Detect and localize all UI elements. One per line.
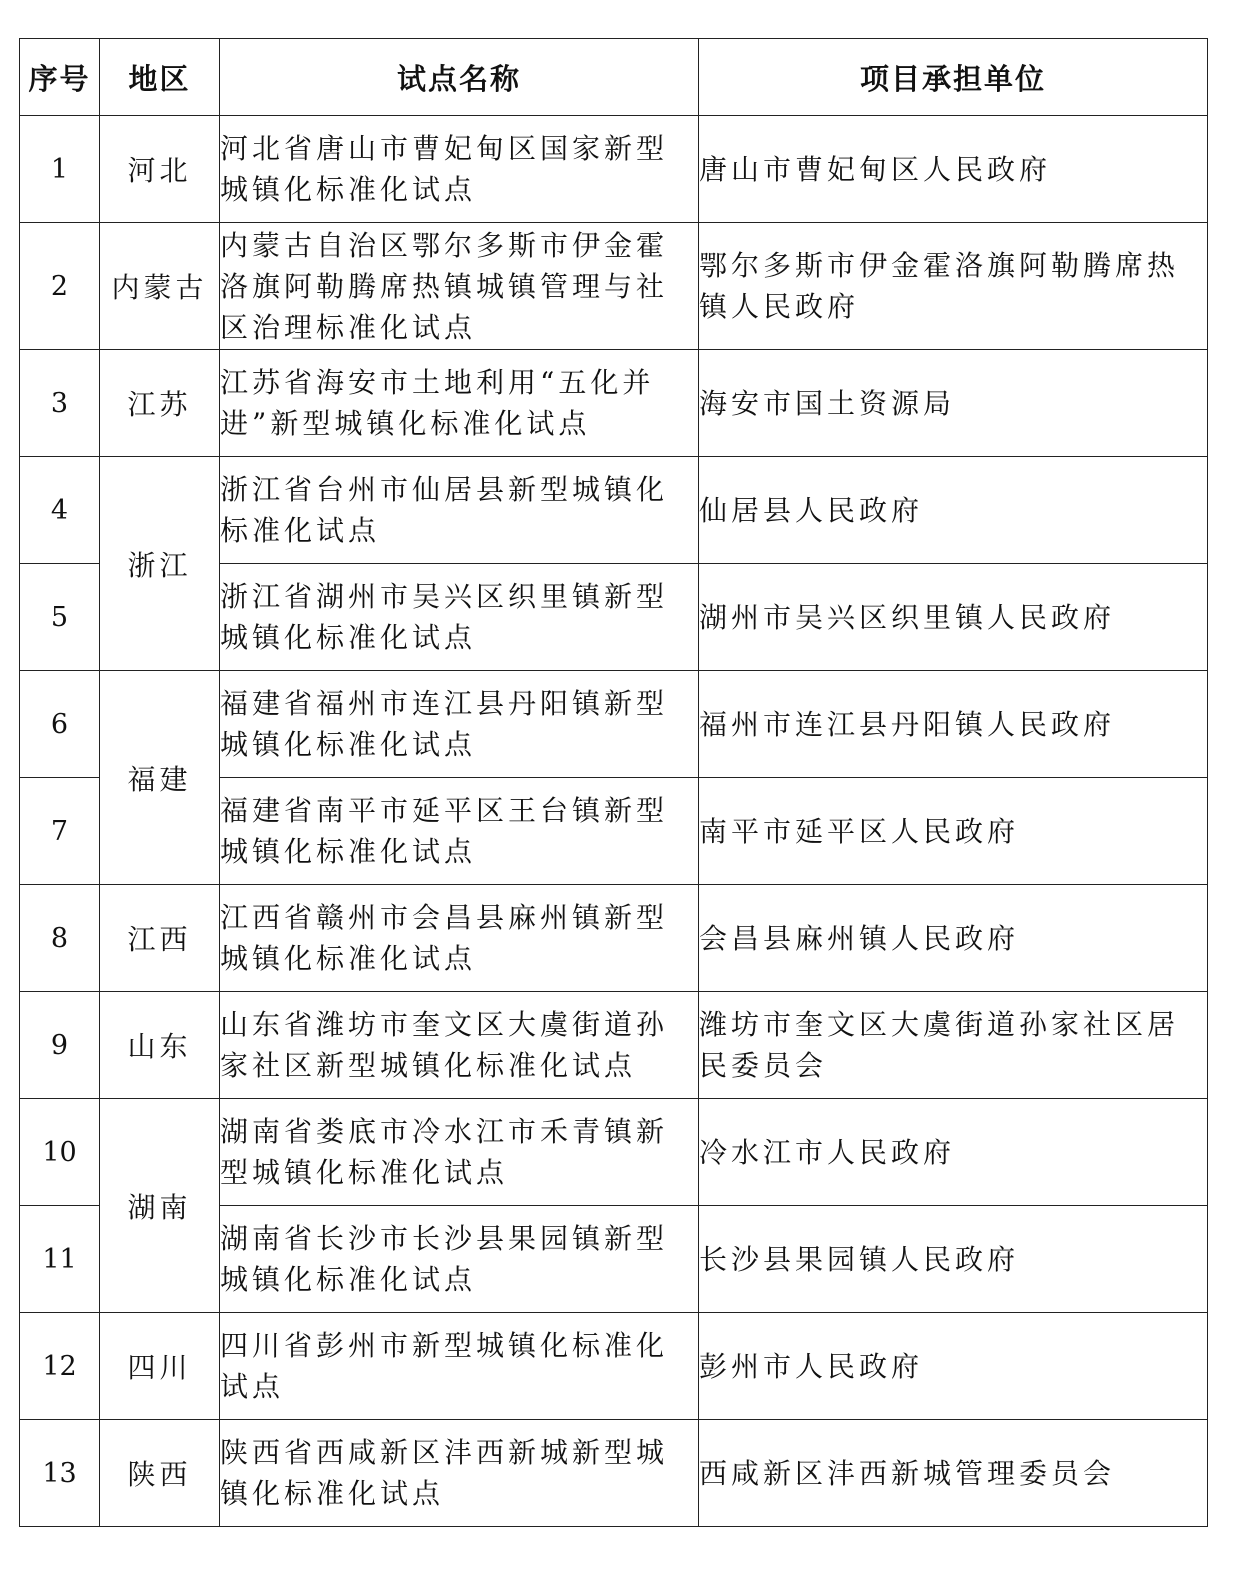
row-unit: 会昌县麻州镇人民政府 <box>699 885 1208 992</box>
table-row <box>20 116 1208 223</box>
table-header-row <box>20 39 1208 116</box>
row-pilot-name: 四川省彭州市新型城镇化标准化试点 <box>220 1313 699 1420</box>
row-region: 浙江 <box>100 457 220 671</box>
row-unit: 西咸新区沣西新城管理委员会 <box>699 1420 1208 1527</box>
row-pilot-name: 河北省唐山市曹妃甸区国家新型城镇化标准化试点 <box>220 116 699 223</box>
row-no: 7 <box>20 778 100 885</box>
row-region: 湖南 <box>100 1099 220 1313</box>
row-unit: 彭州市人民政府 <box>699 1313 1208 1420</box>
table-row <box>20 1313 1208 1420</box>
row-pilot-name: 江苏省海安市土地利用“五化并进”新型城镇化标准化试点 <box>220 350 699 457</box>
row-pilot-name: 福建省福州市连江县丹阳镇新型城镇化标准化试点 <box>220 671 699 778</box>
row-no: 5 <box>20 564 100 671</box>
row-unit: 湖州市吴兴区织里镇人民政府 <box>699 564 1208 671</box>
row-pilot-name: 福建省南平市延平区王台镇新型城镇化标准化试点 <box>220 778 699 885</box>
table-row <box>20 885 1208 992</box>
row-no: 11 <box>20 1206 100 1313</box>
row-unit: 海安市国土资源局 <box>699 350 1208 457</box>
row-no: 8 <box>20 885 100 992</box>
table-row <box>20 1099 1208 1206</box>
row-unit: 潍坊市奎文区大虞街道孙家社区居民委员会 <box>699 992 1208 1099</box>
row-unit: 福州市连江县丹阳镇人民政府 <box>699 671 1208 778</box>
table-row <box>20 992 1208 1099</box>
row-pilot-name: 浙江省湖州市吴兴区织里镇新型城镇化标准化试点 <box>220 564 699 671</box>
row-no: 2 <box>20 223 100 350</box>
row-pilot-name: 山东省潍坊市奎文区大虞街道孙家社区新型城镇化标准化试点 <box>220 992 699 1099</box>
table-row <box>20 671 1208 778</box>
table-row <box>20 1420 1208 1527</box>
table-row <box>20 350 1208 457</box>
row-no: 10 <box>20 1099 100 1206</box>
row-no: 13 <box>20 1420 100 1527</box>
row-unit: 仙居县人民政府 <box>699 457 1208 564</box>
row-no: 9 <box>20 992 100 1099</box>
row-unit: 唐山市曹妃甸区人民政府 <box>699 116 1208 223</box>
row-no: 3 <box>20 350 100 457</box>
row-region: 福建 <box>100 671 220 885</box>
row-no: 12 <box>20 1313 100 1420</box>
pilot-list-table <box>19 38 1208 1527</box>
header-no: 序号 <box>20 39 100 116</box>
row-no: 4 <box>20 457 100 564</box>
row-region: 山东 <box>100 992 220 1099</box>
row-region: 江西 <box>100 885 220 992</box>
row-unit: 长沙县果园镇人民政府 <box>699 1206 1208 1313</box>
row-unit: 鄂尔多斯市伊金霍洛旗阿勒腾席热镇人民政府 <box>699 223 1208 350</box>
row-no: 1 <box>20 116 100 223</box>
row-pilot-name: 湖南省娄底市冷水江市禾青镇新型城镇化标准化试点 <box>220 1099 699 1206</box>
row-region: 四川 <box>100 1313 220 1420</box>
table-row <box>20 457 1208 564</box>
row-pilot-name: 湖南省长沙市长沙县果园镇新型城镇化标准化试点 <box>220 1206 699 1313</box>
header-name: 试点名称 <box>220 39 699 116</box>
row-pilot-name: 浙江省台州市仙居县新型城镇化标准化试点 <box>220 457 699 564</box>
row-pilot-name: 陕西省西咸新区沣西新城新型城镇化标准化试点 <box>220 1420 699 1527</box>
row-unit: 冷水江市人民政府 <box>699 1099 1208 1206</box>
header-region: 地区 <box>100 39 220 116</box>
row-region: 陕西 <box>100 1420 220 1527</box>
row-region: 河北 <box>100 116 220 223</box>
row-no: 6 <box>20 671 100 778</box>
header-unit: 项目承担单位 <box>699 39 1208 116</box>
row-pilot-name: 内蒙古自治区鄂尔多斯市伊金霍洛旗阿勒腾席热镇城镇管理与社区治理标准化试点 <box>220 223 699 350</box>
row-pilot-name: 江西省赣州市会昌县麻州镇新型城镇化标准化试点 <box>220 885 699 992</box>
row-region: 内蒙古 <box>100 223 220 350</box>
row-unit: 南平市延平区人民政府 <box>699 778 1208 885</box>
table-row <box>20 223 1208 350</box>
row-region: 江苏 <box>100 350 220 457</box>
